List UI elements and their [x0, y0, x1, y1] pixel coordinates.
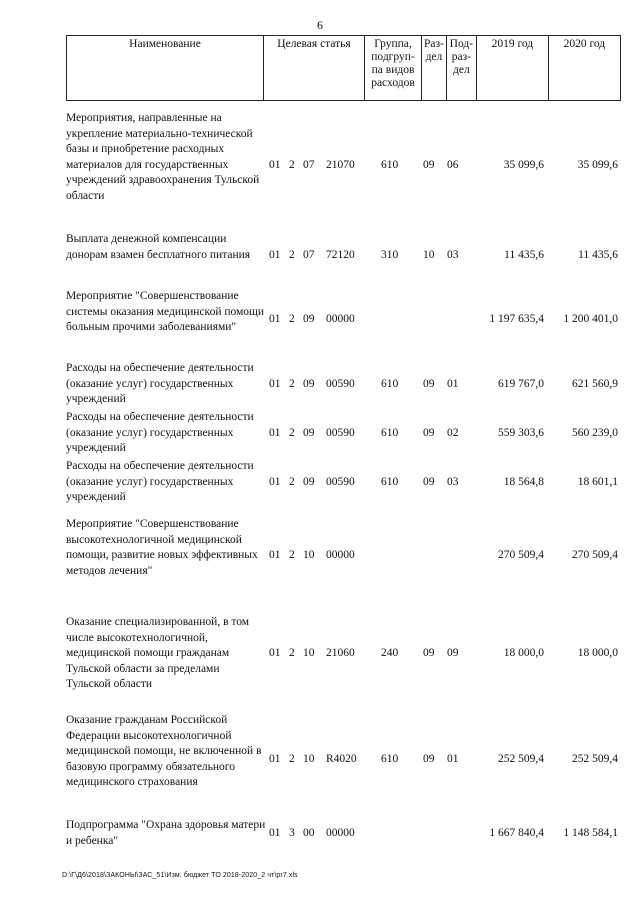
row-name: Мероприятие "Совершенствование системы оказания медицинской помощи больным прочими заболеваниями": [66, 290, 265, 333]
cell-c4: 21060: [326, 647, 355, 659]
cell-2020: 35 099,6: [577, 159, 618, 171]
header-year-2020: 2020 год: [548, 36, 620, 101]
cell-c3: 00: [303, 827, 315, 839]
cell-subsection: 03: [447, 249, 459, 261]
cell-c3: 10: [303, 549, 315, 561]
cell-group: 310: [381, 249, 399, 261]
cell-c2: 2: [289, 378, 295, 390]
cell-c3: 10: [303, 647, 315, 659]
header-target-article: Целевая статья: [264, 36, 365, 101]
cell-c1: 01: [269, 313, 281, 325]
row-name: Расходы на обеспечение деятельности (оказание услуг) государственных учреждений: [66, 362, 254, 405]
cell-section: 10: [423, 249, 435, 261]
cell-c3: 10: [303, 753, 315, 765]
cell-2019: 18 564,8: [503, 476, 544, 488]
cell-c3: 09: [303, 378, 315, 390]
cell-2019: 11 435,6: [504, 249, 544, 261]
cell-2020: 1 148 584,1: [563, 827, 618, 839]
cell-2020: 252 509,4: [572, 753, 618, 765]
cell-section: 09: [423, 378, 435, 390]
cell-group: 610: [381, 753, 399, 765]
row-name: Мероприятие "Совершенствование высокотехнологичной медицинской помощи, развитие новых эффективных методов лечения": [66, 518, 258, 577]
cell-c4: 00590: [326, 378, 355, 390]
cell-2019: 35 099,6: [503, 159, 544, 171]
cell-c1: 01: [269, 249, 281, 261]
row-name: Подпрограмма "Охрана здоровья матери и ребенка": [66, 819, 266, 847]
cell-subsection: 02: [447, 427, 459, 439]
cell-2020: 11 435,6: [578, 249, 618, 261]
header-year-2019: 2019 год: [476, 36, 548, 101]
cell-2020: 18 601,1: [577, 476, 618, 488]
cell-2019: 1 197 635,4: [489, 313, 544, 325]
cell-c2: 3: [289, 827, 295, 839]
cell-group: 610: [381, 427, 399, 439]
cell-c4: 21070: [326, 159, 355, 171]
cell-2020: 560 239,0: [572, 427, 618, 439]
row-name: Расходы на обеспечение деятельности (оказание услуг) государственных учреждений: [66, 411, 254, 454]
cell-c1: 01: [269, 827, 281, 839]
cell-c2: 2: [289, 427, 295, 439]
cell-c2: 2: [289, 753, 295, 765]
cell-c2: 2: [289, 647, 295, 659]
cell-subsection: 03: [447, 476, 459, 488]
cell-c3: 09: [303, 313, 315, 325]
cell-group: 610: [381, 378, 399, 390]
cell-group: 240: [381, 647, 399, 659]
cell-section: 09: [423, 159, 435, 171]
cell-c2: 2: [289, 476, 295, 488]
cell-c2: 2: [289, 313, 295, 325]
page-number: 6: [317, 18, 323, 32]
cell-subsection: 01: [447, 378, 459, 390]
cell-c1: 01: [269, 753, 281, 765]
cell-c3: 09: [303, 476, 315, 488]
cell-section: 09: [423, 647, 435, 659]
file-path-footer: D:\Г\Д6\2018\ЗАКОНЫ\ЗАС_51\Изм. бюджет ТО 2018-2020_2 чт\pr7.xls: [62, 872, 298, 879]
row-name: Оказание специализированной, в том числе высокотехнологичной, медицинской помощи гражданам Тульской области за пределами Тульской области: [66, 616, 250, 690]
header-subsection: Под-раз-дел: [446, 36, 476, 101]
cell-group: 610: [381, 159, 399, 171]
cell-2020: 270 509,4: [572, 549, 618, 561]
cell-c4: 72120: [326, 249, 355, 261]
header-group: Группа, подгруп-па видов расходов: [365, 36, 422, 101]
cell-c4: R4020: [326, 753, 357, 765]
cell-2019: 559 303,6: [498, 427, 544, 439]
cell-c3: 09: [303, 427, 315, 439]
cell-c1: 01: [269, 549, 281, 561]
cell-section: 09: [423, 753, 435, 765]
header-section: Раз-дел: [422, 36, 447, 101]
cell-c4: 00590: [326, 476, 355, 488]
cell-c4: 00000: [326, 313, 355, 325]
cell-c3: 07: [303, 159, 315, 171]
cell-c4: 00000: [326, 549, 355, 561]
cell-2020: 1 200 401,0: [563, 313, 618, 325]
cell-2020: 18 000,0: [577, 647, 618, 659]
cell-section: 09: [423, 476, 435, 488]
cell-c1: 01: [269, 476, 281, 488]
cell-c3: 07: [303, 249, 315, 261]
row-name: Мероприятия, направленные на укрепление материально-технической базы и приобретение расходных материалов для государственных учреждений здравоохранения Тульской области: [66, 112, 260, 202]
cell-2019: 619 767,0: [498, 378, 544, 390]
cell-c1: 01: [269, 159, 281, 171]
row-name: Оказание гражданам Российской Федерации высокотехнологичной медицинской помощи, не включенной в базовую программу обязательного медицинского страхования: [66, 714, 262, 788]
cell-c1: 01: [269, 427, 281, 439]
cell-c1: 01: [269, 378, 281, 390]
row-name: Расходы на обеспечение деятельности (оказание услуг) государственных учреждений: [66, 460, 254, 503]
cell-section: 09: [423, 427, 435, 439]
cell-group: 610: [381, 476, 399, 488]
cell-2019: 1 667 840,4: [489, 827, 544, 839]
cell-subsection: 09: [447, 647, 459, 659]
cell-c4: 00590: [326, 427, 355, 439]
cell-2019: 252 509,4: [498, 753, 544, 765]
header-name: Наименование: [67, 36, 264, 101]
cell-2019: 270 509,4: [498, 549, 544, 561]
cell-c2: 2: [289, 159, 295, 171]
cell-c2: 2: [289, 549, 295, 561]
cell-subsection: 01: [447, 753, 459, 765]
cell-2020: 621 560,9: [572, 378, 618, 390]
cell-c4: 00000: [326, 827, 355, 839]
cell-c1: 01: [269, 647, 281, 659]
row-name: Выплата денежной компенсации донорам взамен бесплатного питания: [66, 233, 251, 261]
table-header: [66, 35, 621, 101]
cell-c2: 2: [289, 249, 295, 261]
cell-subsection: 06: [447, 159, 459, 171]
cell-2019: 18 000,0: [503, 647, 544, 659]
